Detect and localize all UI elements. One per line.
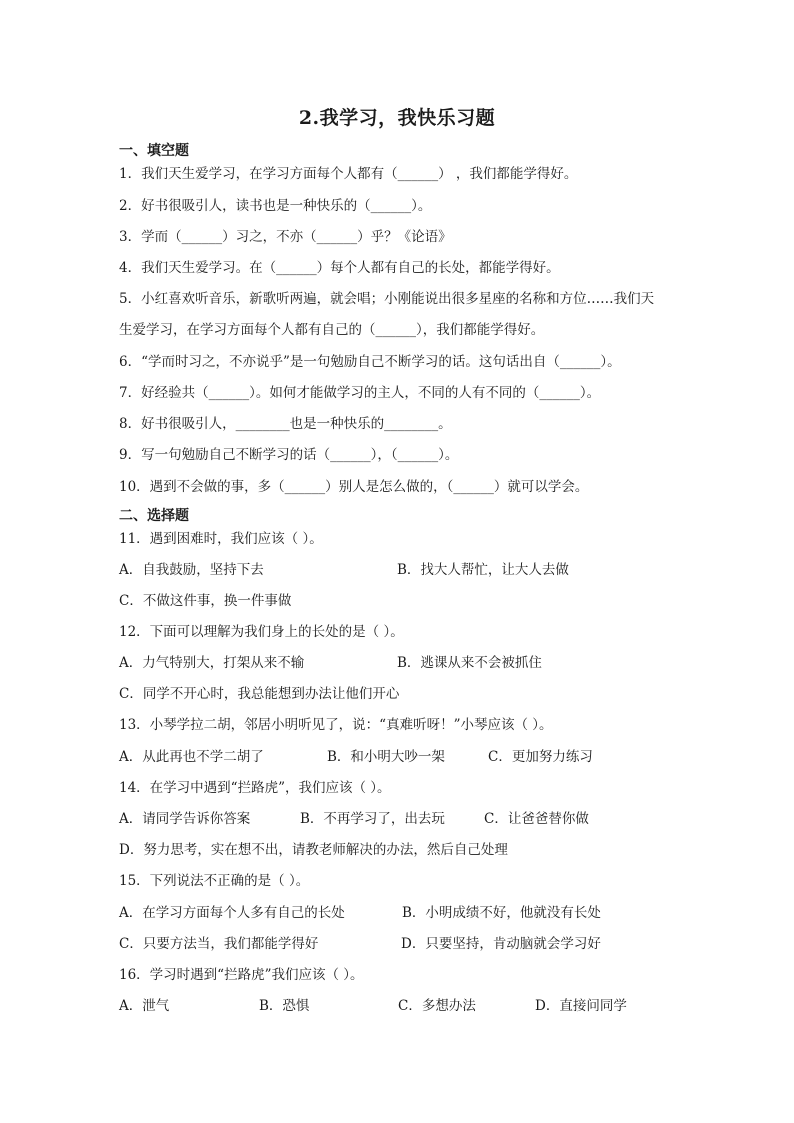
question-11-option-b: B．找大人帮忙，让大人去做 (397, 562, 569, 578)
question-16-option-c: C．多想办法 (398, 998, 476, 1014)
question-12: 12．下面可以理解为我们身上的长处的是（ ）。 (119, 624, 404, 640)
question-2: 2．好书很吸引人，读书也是一种快乐的（______）。 (119, 198, 432, 214)
question-14-option-a: A．请同学告诉你答案 (119, 811, 251, 827)
question-13-option-b: B．和小明大吵一架 (327, 749, 445, 765)
question-9: 9．写一句勉励自己不断学习的话（______），（______）。 (119, 447, 459, 463)
question-13: 13．小琴学拉二胡，邻居小明听见了，说：“真难听呀！”小琴应该（ ）。 (119, 717, 553, 733)
question-14-option-d: D．努力思考，实在想不出，请教老师解决的办法，然后自己处理 (119, 842, 508, 858)
question-5-line-2: 生爱学习，在学习方面每个人都有自己的（______），我们都能学得好。 (119, 322, 545, 338)
question-14-option-c: C．让爸爸替你做 (484, 811, 589, 827)
page-title: 2.我学习，我快乐习题 (298, 107, 496, 129)
question-14-option-b: B．不再学习了，出去玩 (300, 811, 445, 827)
question-12-option-c: C．同学不开心时，我总能想到办法让他们开心 (119, 686, 400, 702)
question-15-option-c: C．只要方法当，我们都能学得好 (119, 936, 319, 952)
question-15: 15．下列说法不正确的是（ ）。 (119, 873, 310, 889)
question-12-option-b: B．逃课从来不会被抓住 (397, 655, 542, 671)
question-11: 11．遇到困难时，我们应该（ ）。 (119, 531, 323, 547)
question-7: 7．好经验共（______）。如何才能做学习的主人，不同的人有不同的（______）。 (119, 385, 601, 401)
question-11-option-a: A．自我鼓励，坚持下去 (119, 562, 264, 578)
question-4: 4．我们天生爱学习。在（______）每个人都有自己的长处，都能学得好。 (119, 260, 560, 276)
question-6: 6．“学而时习之，不亦说乎”是一句勉励自己不断学习的话。这句话出自（______）。 (119, 354, 621, 370)
question-13-option-a: A．从此再也不学二胡了 (119, 749, 264, 765)
question-3: 3．学而（______）习之，不亦（______）乎？《论语》 (119, 229, 452, 245)
question-5-line-1: 5．小红喜欢听音乐，新歌听两遍，就会唱；小刚能说出很多星座的名称和方位……我们天 (119, 291, 655, 307)
section-heading-choice: 二、选择题 (119, 508, 189, 524)
question-1: 1．我们天生爱学习，在学习方面每个人都有（______） ，我们都能学得好。 (119, 166, 578, 182)
section-heading-fill-in: 一、填空题 (119, 143, 189, 159)
question-16-option-a: A．泄气 (119, 998, 170, 1014)
question-14: 14．在学习中遇到“拦路虎”，我们应该（ ）。 (119, 780, 391, 796)
question-8: 8．好书很吸引人，________也是一种快乐的________。 (119, 416, 452, 432)
question-11-option-c: C．不做这件事，换一件事做 (119, 593, 292, 609)
question-13-option-c: C．更加努力练习 (488, 749, 593, 765)
question-12-option-a: A．力气特别大，打架从来不输 (119, 655, 305, 671)
question-15-option-d: D．只要坚持，肯动脑就会学习好 (401, 936, 601, 952)
question-16-option-d: D．直接问同学 (535, 998, 627, 1014)
question-15-option-a: A．在学习方面每个人多有自己的长处 (119, 905, 345, 921)
question-10: 10．遇到不会做的事，多（______）别人是怎么做的，（______）就可以学会。 (119, 479, 589, 495)
question-15-option-b: B．小明成绩不好，他就没有长处 (402, 905, 601, 921)
question-16-option-b: B．恐惧 (259, 998, 310, 1014)
question-16: 16．学习时遇到“拦路虎”我们应该（ ）。 (119, 967, 364, 983)
